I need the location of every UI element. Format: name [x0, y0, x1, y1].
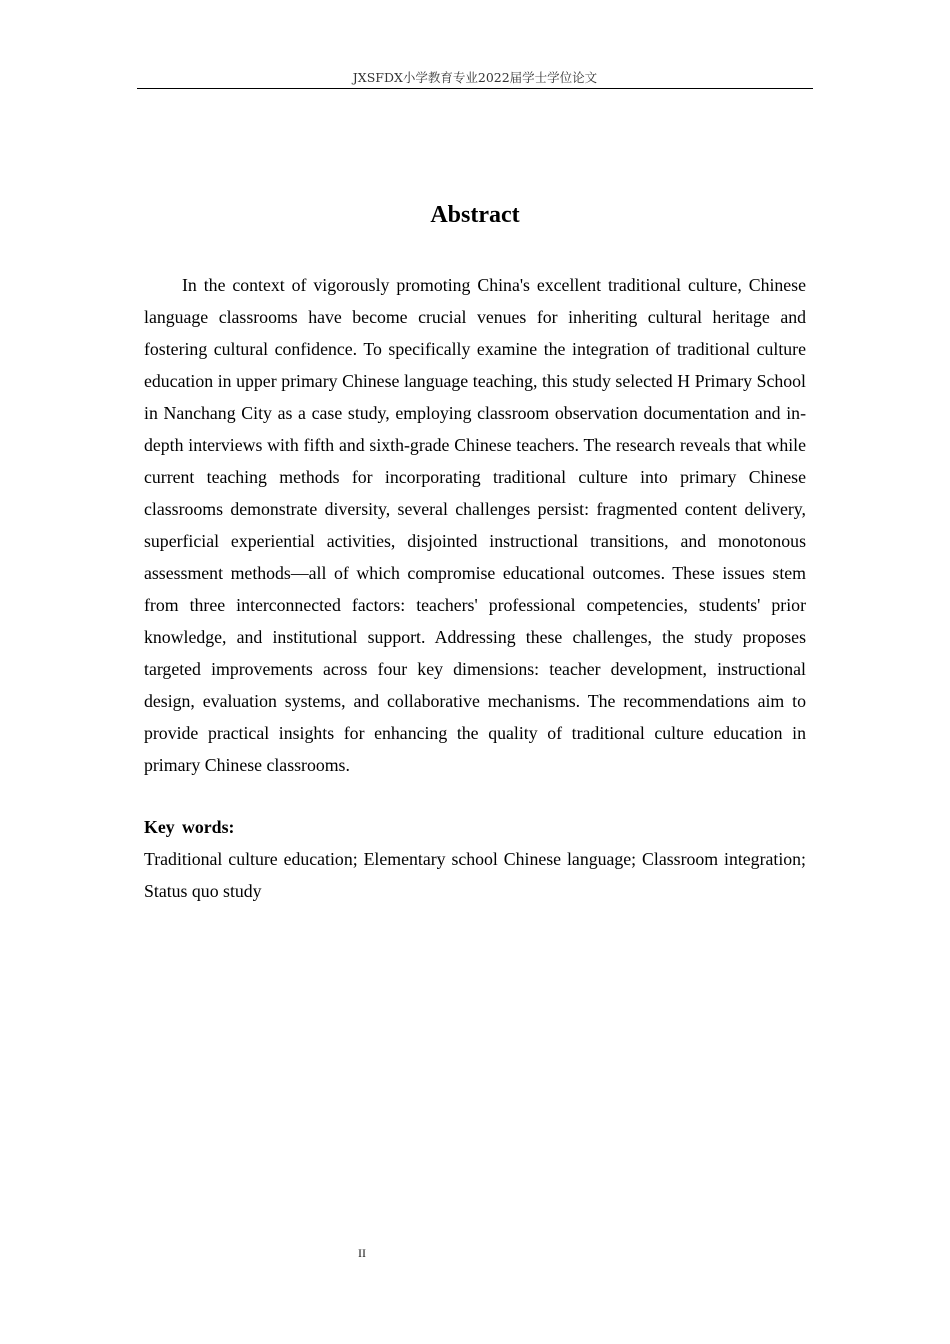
abstract-title: Abstract	[430, 202, 520, 228]
abstract-body: In the context of vigorously promoting China's excellent traditional culture, Chinese language classrooms have become crucial venues for inheriting cultural heritage and fostering cultural confidence. To specifically examine the integration of traditional culture education in upper primary Chinese language teaching, this study selected H Primary School in Nanchang City as a case study, employing classroom observation documentation and in-depth interviews with fifth and sixth-grade Chinese teachers. The research reveals that while current teaching methods for incorporating traditional culture into primary Chinese classrooms demonstrate diversity, several challenges persist: fragmented content delivery, superficial experiential activities, disjointed instructional transitions, and monotonous assessment methods—all of which compromise educational outcomes. These issues stem from three interconnected factors: teachers' professional competencies, students' prior knowledge, and institutional support. Addressing these challenges, the study proposes targeted improvements across four key dimensions: teacher development, instructional design, evaluation systems, and collaborative mechanisms. The recommendations aim to provide practical insights for enhancing the quality of traditional culture education in primary Chinese classrooms.	[144, 275, 806, 775]
keywords-text: Traditional culture education; Elementary school Chinese language; Classroom integration; Status quo study	[144, 849, 806, 901]
page-number: II	[358, 1246, 366, 1260]
page-header: JXSFDX小学教育专业2022届学士学位论文	[137, 68, 813, 89]
keywords-heading: Key words:	[144, 817, 235, 837]
